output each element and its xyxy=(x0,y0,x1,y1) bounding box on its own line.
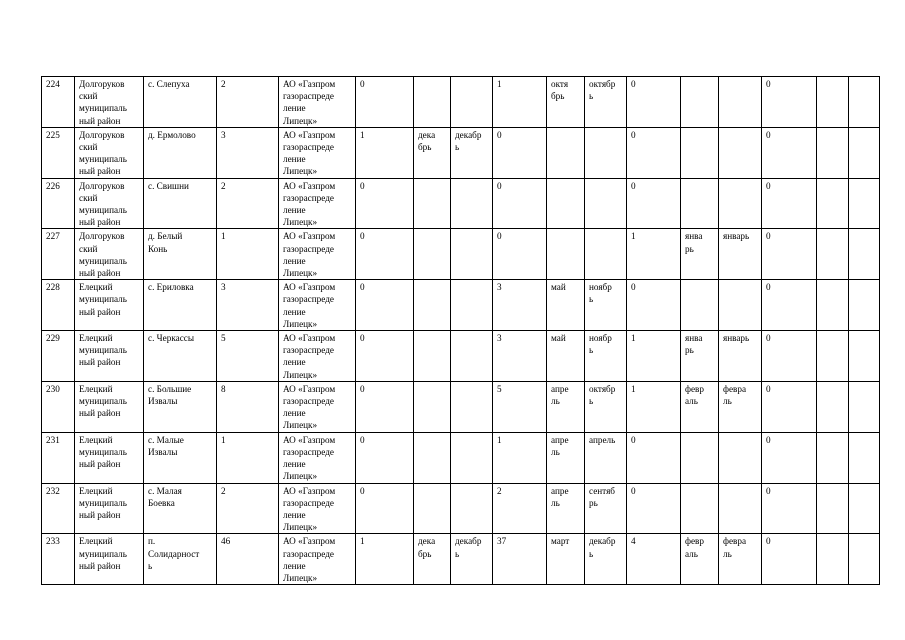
cell-organization: АО «Газпром газораспреде ление Липецк» xyxy=(279,331,356,382)
cell-settlement: д. Ермолово xyxy=(144,127,217,178)
cell-plan-c-end xyxy=(719,432,762,483)
cell-plan-c-count: 1 xyxy=(627,229,681,280)
table-row xyxy=(42,178,880,229)
cell-plan-a-end: декабр ь xyxy=(451,534,493,585)
cell-plan-a-start: дека брь xyxy=(414,534,451,585)
cell-district: Елецкий муниципаль ный район xyxy=(75,381,144,432)
cell-extra-col-1 xyxy=(817,534,849,585)
cell-plan-a-end xyxy=(451,483,493,534)
cell-plan-a-count: 1 xyxy=(356,127,414,178)
cell-plan-c-end xyxy=(719,280,762,331)
cell-plan-a-start xyxy=(414,77,451,128)
cell-organization: АО «Газпром газораспреде ление Липецк» xyxy=(279,534,356,585)
table-row xyxy=(42,432,880,483)
cell-plan-c-start xyxy=(681,280,719,331)
cell-plan-d-count: 0 xyxy=(762,432,817,483)
cell-plan-a-count: 0 xyxy=(356,229,414,280)
cell-extra-col-1 xyxy=(817,280,849,331)
cell-plan-a-end xyxy=(451,77,493,128)
cell-plan-b-start: март xyxy=(547,534,585,585)
cell-plan-a-count: 0 xyxy=(356,483,414,534)
cell-plan-c-end xyxy=(719,77,762,128)
cell-count: 2 xyxy=(217,483,279,534)
cell-settlement: с. Черкассы xyxy=(144,331,217,382)
table-row xyxy=(42,381,880,432)
cell-settlement: с. Малые Извалы xyxy=(144,432,217,483)
cell-plan-a-start xyxy=(414,381,451,432)
cell-district: Елецкий муниципаль ный район xyxy=(75,280,144,331)
cell-plan-c-start: янва рь xyxy=(681,229,719,280)
cell-settlement: д. Белый Конь xyxy=(144,229,217,280)
cell-plan-b-count: 1 xyxy=(493,432,547,483)
cell-organization: АО «Газпром газораспреде ление Липецк» xyxy=(279,483,356,534)
cell-plan-d-count: 0 xyxy=(762,229,817,280)
cell-plan-b-end: апрель xyxy=(585,432,627,483)
cell-plan-b-start: апре ль xyxy=(547,381,585,432)
cell-plan-d-count: 0 xyxy=(762,381,817,432)
cell-count: 2 xyxy=(217,178,279,229)
cell-plan-b-start: апре ль xyxy=(547,483,585,534)
cell-plan-a-end: декабр ь xyxy=(451,127,493,178)
cell-plan-b-end: ноябр ь xyxy=(585,280,627,331)
cell-plan-d-count: 0 xyxy=(762,331,817,382)
cell-plan-a-start xyxy=(414,280,451,331)
cell-plan-c-start: янва рь xyxy=(681,331,719,382)
cell-plan-b-end: сентяб рь xyxy=(585,483,627,534)
cell-extra-col-2 xyxy=(849,331,880,382)
cell-plan-d-count: 0 xyxy=(762,534,817,585)
cell-count: 2 xyxy=(217,77,279,128)
cell-plan-a-count: 0 xyxy=(356,280,414,331)
cell-plan-c-count: 4 xyxy=(627,534,681,585)
cell-plan-a-end xyxy=(451,280,493,331)
cell-extra-col-2 xyxy=(849,127,880,178)
cell-organization: АО «Газпром газораспреде ление Липецк» xyxy=(279,229,356,280)
cell-row-number: 226 xyxy=(42,178,75,229)
table-row xyxy=(42,483,880,534)
cell-plan-a-count: 0 xyxy=(356,178,414,229)
cell-extra-col-2 xyxy=(849,483,880,534)
cell-extra-col-1 xyxy=(817,127,849,178)
cell-count: 8 xyxy=(217,381,279,432)
cell-plan-c-end: январь xyxy=(719,229,762,280)
cell-settlement: с. Слепуха xyxy=(144,77,217,128)
cell-plan-c-count: 0 xyxy=(627,432,681,483)
cell-extra-col-2 xyxy=(849,534,880,585)
cell-plan-a-count: 0 xyxy=(356,381,414,432)
table-row xyxy=(42,331,880,382)
cell-plan-b-start: октя брь xyxy=(547,77,585,128)
gas-connection-table xyxy=(41,76,880,585)
cell-plan-b-end: ноябр ь xyxy=(585,331,627,382)
cell-plan-b-count: 0 xyxy=(493,178,547,229)
cell-plan-b-end: октябр ь xyxy=(585,77,627,128)
cell-plan-b-end xyxy=(585,178,627,229)
cell-plan-a-count: 1 xyxy=(356,534,414,585)
cell-plan-c-start xyxy=(681,432,719,483)
cell-district: Елецкий муниципаль ный район xyxy=(75,534,144,585)
cell-plan-b-end: декабр ь xyxy=(585,534,627,585)
cell-organization: АО «Газпром газораспреде ление Липецк» xyxy=(279,280,356,331)
cell-extra-col-2 xyxy=(849,229,880,280)
cell-plan-a-start xyxy=(414,178,451,229)
cell-plan-b-end: октябр ь xyxy=(585,381,627,432)
cell-count: 3 xyxy=(217,127,279,178)
table-body xyxy=(42,77,880,585)
cell-row-number: 227 xyxy=(42,229,75,280)
cell-extra-col-2 xyxy=(849,178,880,229)
cell-plan-a-end xyxy=(451,381,493,432)
cell-extra-col-1 xyxy=(817,331,849,382)
cell-plan-d-count: 0 xyxy=(762,483,817,534)
cell-plan-a-count: 0 xyxy=(356,432,414,483)
cell-plan-c-end: январь xyxy=(719,331,762,382)
cell-row-number: 224 xyxy=(42,77,75,128)
cell-plan-a-end xyxy=(451,331,493,382)
cell-count: 5 xyxy=(217,331,279,382)
cell-row-number: 231 xyxy=(42,432,75,483)
cell-plan-c-end: февра ль xyxy=(719,381,762,432)
cell-plan-b-count: 1 xyxy=(493,77,547,128)
cell-count: 1 xyxy=(217,432,279,483)
cell-extra-col-1 xyxy=(817,381,849,432)
cell-plan-d-count: 0 xyxy=(762,280,817,331)
cell-plan-a-end xyxy=(451,432,493,483)
cell-plan-c-count: 1 xyxy=(627,331,681,382)
cell-plan-b-count: 5 xyxy=(493,381,547,432)
cell-plan-b-count: 2 xyxy=(493,483,547,534)
cell-plan-b-start: апре ль xyxy=(547,432,585,483)
cell-settlement: п. Солидарност ь xyxy=(144,534,217,585)
cell-plan-a-count: 0 xyxy=(356,331,414,382)
cell-extra-col-1 xyxy=(817,229,849,280)
cell-plan-a-start xyxy=(414,483,451,534)
cell-plan-c-start xyxy=(681,483,719,534)
cell-plan-c-start: февр аль xyxy=(681,534,719,585)
cell-row-number: 229 xyxy=(42,331,75,382)
cell-district: Долгоруков ский муниципаль ный район xyxy=(75,77,144,128)
cell-plan-d-count: 0 xyxy=(762,178,817,229)
cell-row-number: 230 xyxy=(42,381,75,432)
cell-organization: АО «Газпром газораспреде ление Липецк» xyxy=(279,381,356,432)
cell-row-number: 232 xyxy=(42,483,75,534)
cell-district: Елецкий муниципаль ный район xyxy=(75,432,144,483)
cell-district: Долгоруков ский муниципаль ный район xyxy=(75,178,144,229)
cell-plan-a-start xyxy=(414,331,451,382)
cell-plan-b-end xyxy=(585,229,627,280)
cell-district: Долгоруков ский муниципаль ный район xyxy=(75,127,144,178)
cell-plan-c-count: 0 xyxy=(627,483,681,534)
cell-organization: АО «Газпром газораспреде ление Липецк» xyxy=(279,178,356,229)
cell-plan-c-start xyxy=(681,127,719,178)
cell-plan-b-count: 3 xyxy=(493,280,547,331)
cell-extra-col-1 xyxy=(817,483,849,534)
cell-plan-a-end xyxy=(451,229,493,280)
table-row xyxy=(42,77,880,128)
cell-district: Елецкий муниципаль ный район xyxy=(75,331,144,382)
cell-row-number: 225 xyxy=(42,127,75,178)
cell-plan-c-end: февра ль xyxy=(719,534,762,585)
table-row xyxy=(42,534,880,585)
cell-settlement: с. Малая Боевка xyxy=(144,483,217,534)
cell-settlement: с. Большие Извалы xyxy=(144,381,217,432)
table-row xyxy=(42,229,880,280)
cell-district: Елецкий муниципаль ный район xyxy=(75,483,144,534)
cell-plan-c-end xyxy=(719,483,762,534)
cell-row-number: 233 xyxy=(42,534,75,585)
table-row xyxy=(42,280,880,331)
cell-extra-col-2 xyxy=(849,381,880,432)
cell-plan-b-count: 37 xyxy=(493,534,547,585)
cell-plan-b-start xyxy=(547,178,585,229)
cell-extra-col-1 xyxy=(817,77,849,128)
cell-settlement: с. Ериловка xyxy=(144,280,217,331)
cell-settlement: с. Свишни xyxy=(144,178,217,229)
cell-plan-c-start xyxy=(681,178,719,229)
cell-plan-b-count: 3 xyxy=(493,331,547,382)
cell-plan-b-count: 0 xyxy=(493,229,547,280)
cell-count: 1 xyxy=(217,229,279,280)
cell-count: 3 xyxy=(217,280,279,331)
cell-plan-a-end xyxy=(451,178,493,229)
cell-extra-col-2 xyxy=(849,280,880,331)
cell-plan-b-count: 0 xyxy=(493,127,547,178)
cell-plan-a-count: 0 xyxy=(356,77,414,128)
cell-extra-col-1 xyxy=(817,432,849,483)
cell-plan-c-end xyxy=(719,127,762,178)
cell-count: 46 xyxy=(217,534,279,585)
cell-plan-c-count: 0 xyxy=(627,77,681,128)
cell-plan-b-start: май xyxy=(547,331,585,382)
cell-organization: АО «Газпром газораспреде ление Липецк» xyxy=(279,127,356,178)
cell-plan-b-start: май xyxy=(547,280,585,331)
cell-plan-d-count: 0 xyxy=(762,77,817,128)
cell-organization: АО «Газпром газораспреде ление Липецк» xyxy=(279,77,356,128)
cell-plan-b-start xyxy=(547,229,585,280)
cell-extra-col-2 xyxy=(849,77,880,128)
cell-plan-c-start: февр аль xyxy=(681,381,719,432)
cell-plan-a-start: дека брь xyxy=(414,127,451,178)
cell-plan-a-start xyxy=(414,432,451,483)
cell-plan-a-start xyxy=(414,229,451,280)
cell-plan-c-end xyxy=(719,178,762,229)
cell-plan-c-count: 1 xyxy=(627,381,681,432)
cell-row-number: 228 xyxy=(42,280,75,331)
cell-extra-col-2 xyxy=(849,432,880,483)
cell-organization: АО «Газпром газораспреде ление Липецк» xyxy=(279,432,356,483)
cell-extra-col-1 xyxy=(817,178,849,229)
cell-plan-c-count: 0 xyxy=(627,127,681,178)
cell-plan-b-end xyxy=(585,127,627,178)
cell-plan-c-count: 0 xyxy=(627,178,681,229)
table-row xyxy=(42,127,880,178)
cell-district: Долгоруков ский муниципаль ный район xyxy=(75,229,144,280)
cell-plan-b-start xyxy=(547,127,585,178)
cell-plan-d-count: 0 xyxy=(762,127,817,178)
cell-plan-c-count: 0 xyxy=(627,280,681,331)
cell-plan-c-start xyxy=(681,77,719,128)
